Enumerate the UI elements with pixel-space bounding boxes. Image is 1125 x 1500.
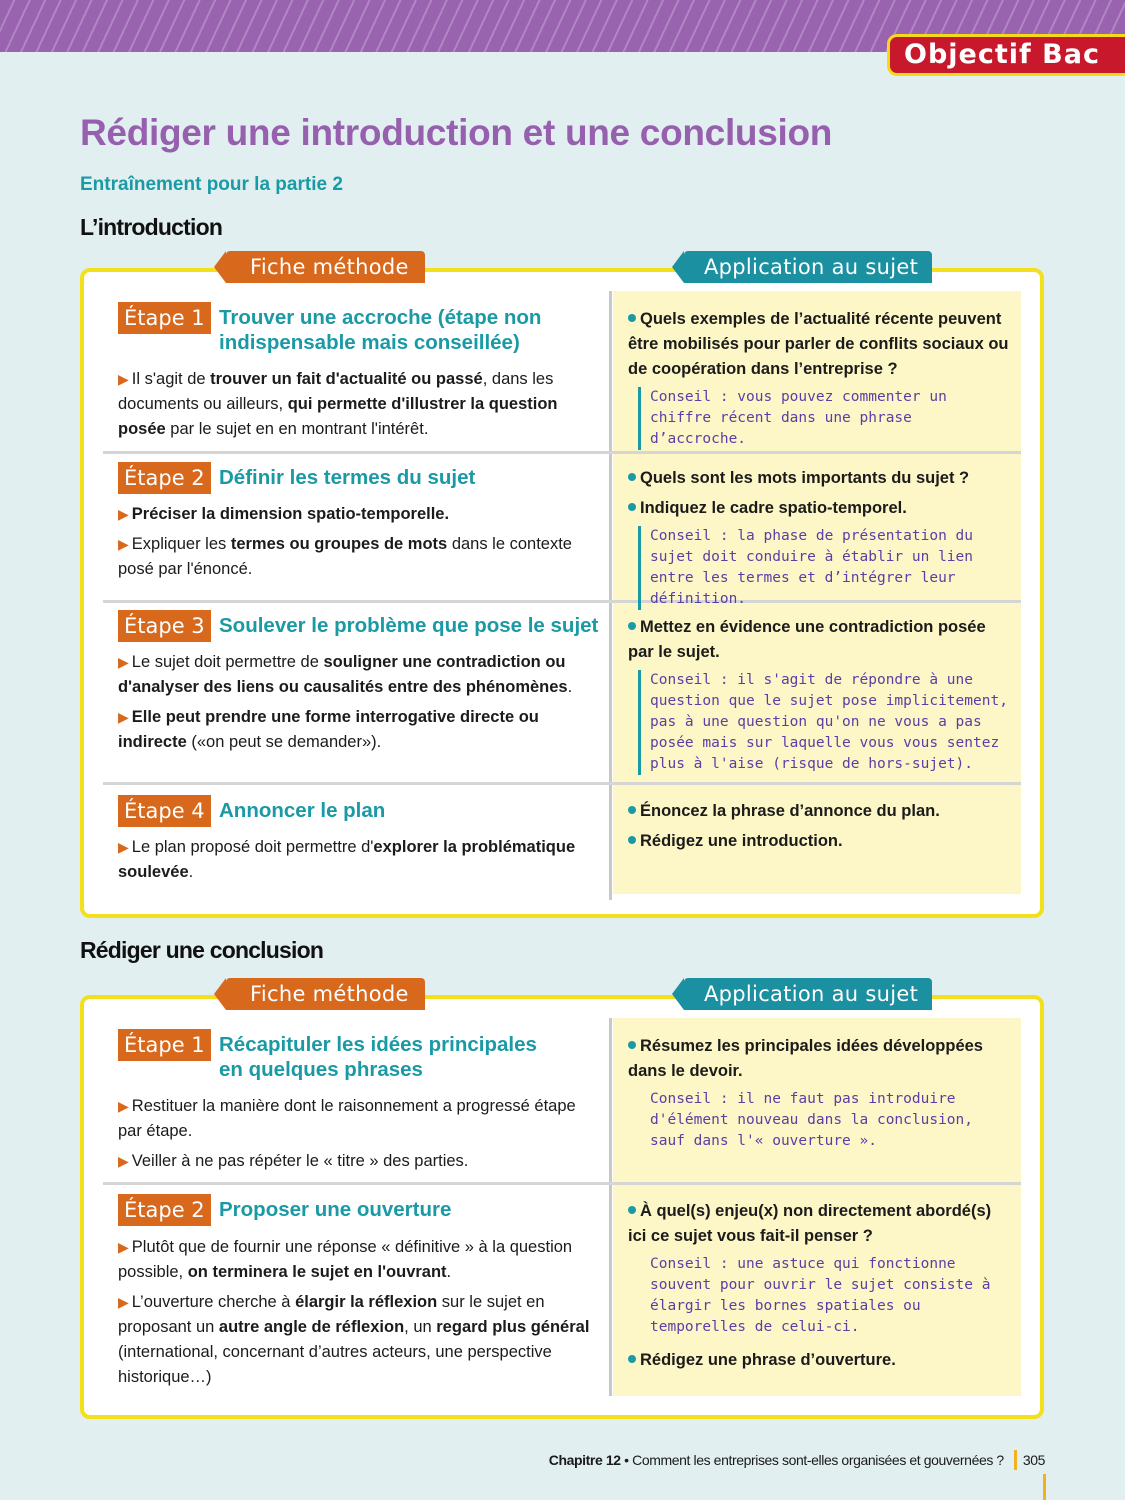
objectif-bac-badge: Objectif Bac [887, 34, 1125, 76]
arrow-bullet-icon: ▶ [118, 506, 129, 522]
conseil-tip: Conseil : il ne faut pas introduire d'élément nouveau dans la conclusion, sauf dans l'« ouverture ». [650, 1091, 974, 1149]
application-question: Mettez en évidence une contradiction posée par le sujet. Conseil : il s'agit de répondre à une question que le sujet pose implicitement, pas à une question qu'on ne vous a pas posée mais sur laquelle vous vous sentez plus à l'aise (risque de hors-sujet). [628, 615, 1013, 781]
intro-column-divider [609, 291, 612, 900]
step-description: ▶ Il s'agit de trouver un fait d'actualité ou passé, dans les documents ou ailleurs, qui permette d'illustrer la question posée par le sujet en en montrant l'intérêt. [118, 370, 558, 438]
page-number: 305 [1022, 1452, 1045, 1468]
arrow-bullet-icon: ▶ [118, 1294, 129, 1310]
step-description: ▶ Le plan proposé doit permettre d'explorer la problématique soulevée. [118, 838, 576, 881]
conseil-tip: Conseil : une astuce qui fonctionne souvent pour ouvrir le sujet consiste à élargir les bornes spatiales ou temporelles de celui-ci. [650, 1256, 991, 1335]
bullet-dot-icon [628, 836, 636, 844]
conseil-tip: Conseil : vous pouvez commenter un chiffre récent dans une phrase d’accroche. [638, 387, 1013, 450]
bullet-dot-icon [628, 473, 636, 481]
conclusion-heading: Rédiger une conclusion [80, 937, 324, 963]
application-sujet-tab: Application au sujet [684, 978, 932, 1010]
application-question: Quels sont les mots importants du sujet ? Indiquez le cadre spatio-temporel. Conseil : la phase de présentation du sujet doit conduire à établir un lien entre les termes et d’intégrer leur définition. [628, 466, 1013, 616]
intro-row-divider [103, 782, 1021, 785]
arrow-bullet-icon: ▶ [118, 709, 129, 725]
arrow-bullet-icon: ▶ [118, 536, 129, 552]
page-footer [549, 1450, 1045, 1470]
step-label: Étape 3 [118, 610, 211, 642]
application-sujet-tab: Application au sujet [684, 251, 932, 283]
step-title: Définir les termes du sujet [219, 466, 476, 489]
conseil-tip: Conseil : il s'agit de répondre à une question que le sujet pose implicitement, pas à une question qu'on ne vous a pas posée mais sur laquelle vous vous sentez plus à l'aise (risque de hors-sujet). [638, 670, 1013, 775]
step-title: Soulever le problème que pose le sujet [219, 614, 599, 637]
conclusion-column-divider [609, 1018, 612, 1396]
conseil-tip: Conseil : la phase de présentation du sujet doit conduire à établir un lien entre les termes et d’intégrer leur définition. [638, 526, 1013, 610]
footer-divider [1014, 1450, 1017, 1470]
step-title: Annoncer le plan [219, 799, 386, 822]
footer-chapter-title: • Comment les entreprises sont-elles organisées et gouvernées ? [620, 1452, 1004, 1468]
arrow-bullet-icon: ▶ [118, 1239, 129, 1255]
step-title: Récapituler les idées principales en quelques phrases [219, 1033, 537, 1081]
fiche-methode-tab: Fiche méthode [226, 251, 425, 283]
step-description: ▶ Plutôt que de fournir une réponse « définitive » à la question possible, on terminera le sujet en l'ouvrant. ▶ L’ouverture cherche à élargir la réflexion sur le sujet en proposant un autre angle de réflexion, un regard plus général (international, concernant d’autres acteurs, une perspective historique…) [118, 1238, 590, 1386]
bullet-dot-icon [628, 622, 636, 630]
step-label: Étape 2 [118, 1194, 211, 1226]
application-question: À quel(s) enjeu(x) non directement abordé(s) ici ce sujet vous fait-il penser ? Conseil : une astuce qui fonctionne souvent pour ouvrir le sujet consiste à élargir les bornes spatiales ou temporelles de celui-ci. Rédigez une phrase d’ouverture. [628, 1199, 1013, 1378]
step-label: Étape 1 [118, 1029, 211, 1061]
bullet-dot-icon [628, 806, 636, 814]
arrow-bullet-icon: ▶ [118, 1098, 129, 1114]
conclusion-row-divider [103, 1182, 1021, 1185]
arrow-bullet-icon: ▶ [118, 654, 129, 670]
step-title: Proposer une ouverture [219, 1198, 452, 1221]
page-subtitle: Entraînement pour la partie 2 [80, 174, 343, 195]
application-question: Quels exemples de l’actualité récente peuvent être mobilisés pour parler de conflits sociaux ou de coopération dans l’entreprise ? Conseil : vous pouvez commenter un chiffre récent dans une phrase d’accroche. [628, 307, 1013, 456]
bullet-dot-icon [628, 314, 636, 322]
step-label: Étape 2 [118, 462, 211, 494]
bullet-dot-icon [628, 1206, 636, 1214]
step-label: Étape 1 [118, 302, 211, 334]
step-description: ▶ Le sujet doit permettre de souligner une contradiction ou d'analyser des liens ou causalités entre des phénomènes. ▶ Elle peut prendre une forme interrogative directe ou indirecte («on peut se demander»). [118, 653, 573, 751]
bullet-dot-icon [628, 1355, 636, 1363]
bullet-dot-icon [628, 1041, 636, 1049]
footer-chapter: Chapitre 12 [548, 1452, 621, 1468]
application-question: Résumez les principales idées développées dans le devoir. Conseil : il ne faut pas introduire d'élément nouveau dans la conclusion, sauf dans l'« ouverture ». [628, 1034, 1013, 1158]
step-description: ▶ Préciser la dimension spatio-temporelle. ▶ Expliquer les termes ou groupes de mots dans le contexte posé par l'énoncé. [118, 505, 572, 578]
arrow-bullet-icon: ▶ [118, 371, 129, 387]
page-title: Rédiger une introduction et une conclusion [80, 112, 833, 153]
step-title: Trouver une accroche (étape non indispensable mais conseillée) [219, 306, 542, 354]
arrow-bullet-icon: ▶ [118, 839, 129, 855]
intro-heading: L’introduction [80, 214, 223, 240]
step-label: Étape 4 [118, 795, 211, 827]
step-description: ▶ Restituer la manière dont le raisonnement a progressé étape par étape. ▶ Veiller à ne pas répéter le « titre » des parties. [118, 1097, 576, 1170]
fiche-methode-tab: Fiche méthode [226, 978, 425, 1010]
application-question: Énoncez la phrase d’annonce du plan. Rédigez une introduction. [628, 799, 1013, 859]
bullet-dot-icon [628, 503, 636, 511]
page-edge-marker [1043, 1474, 1046, 1500]
arrow-bullet-icon: ▶ [118, 1153, 129, 1169]
